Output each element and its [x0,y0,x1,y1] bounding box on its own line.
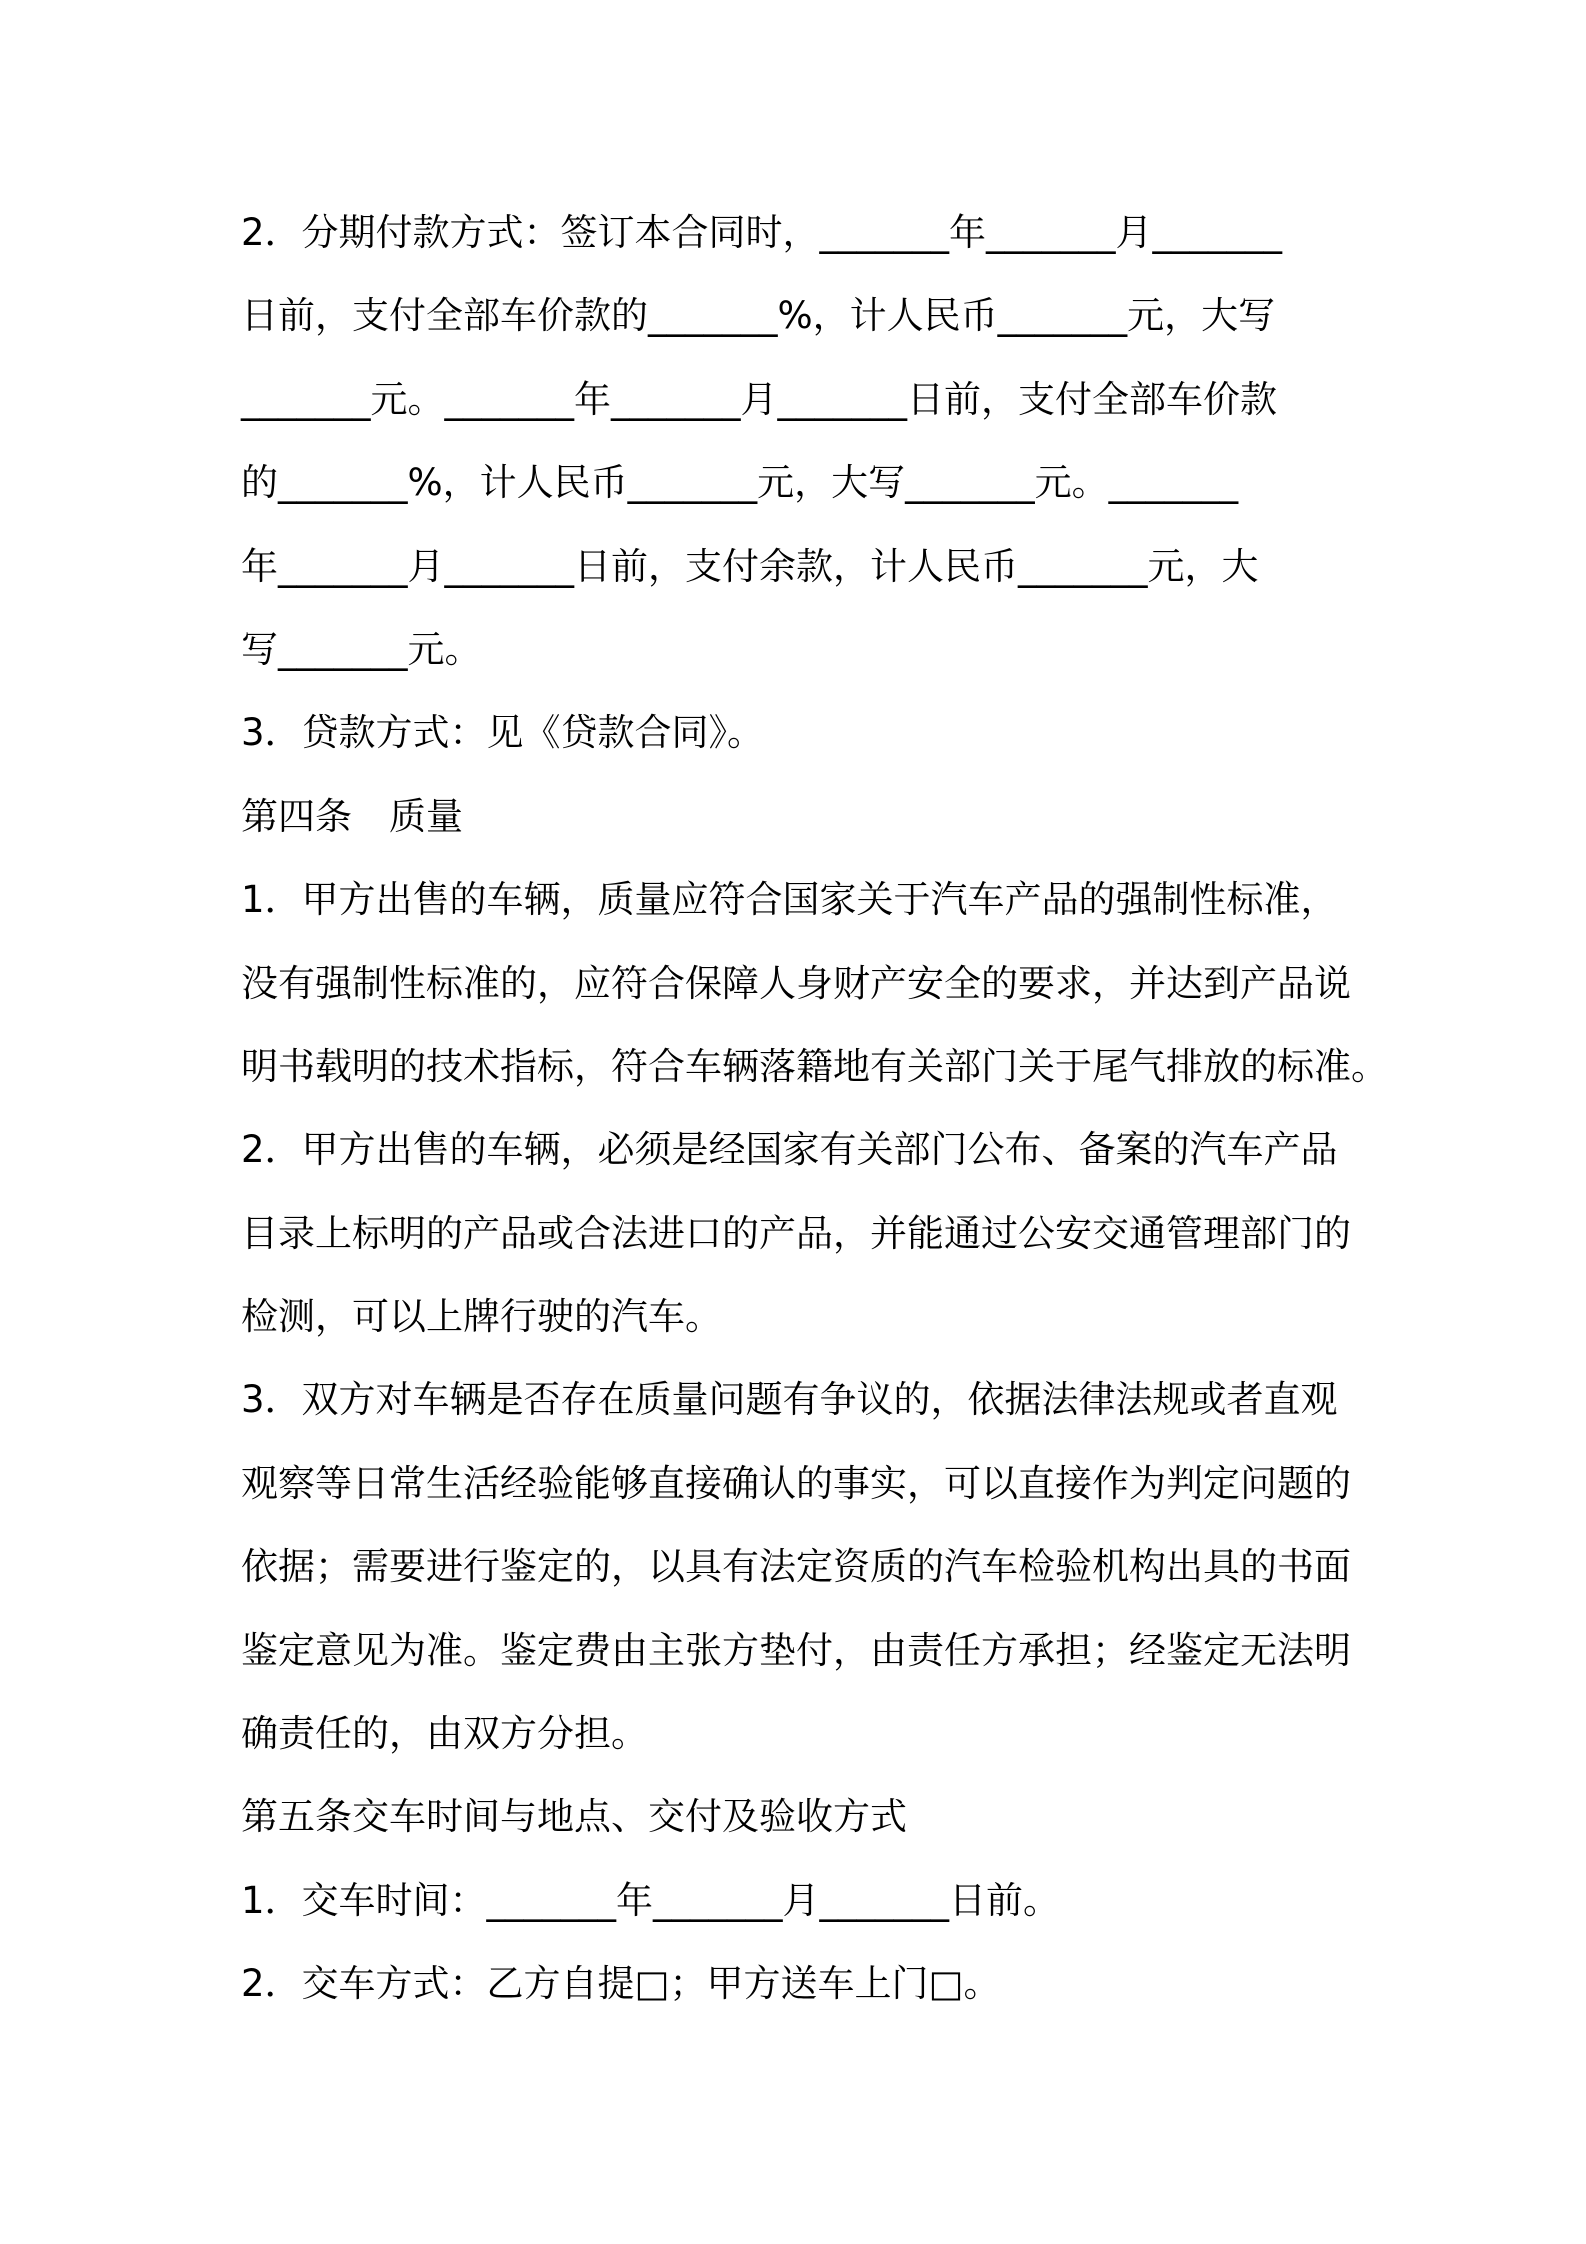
article-5-clause-2: 2．交车方式：乙方自提□；甲方送车上门□。 [241,1962,1001,2006]
paragraph-line: 观察等日常生活经验能够直接确认的事实，可以直接作为判定问题的 [241,1461,1351,1505]
article-5-clause-1: 1．交车时间：_______年_______月_______日前。 [241,1878,1061,1922]
paragraph-line: 的_______%，计人民币_______元，大写_______元。_______ [241,461,1239,505]
article-4-section [241,775,1541,1776]
article-5-section [241,1775,1541,2025]
paragraph-line: 目录上标明的产品或合法进口的产品，并能通过公安交通管理部门的 [241,1211,1351,1255]
paragraph-line: 依据；需要进行鉴定的，以具有法定资质的汽车检验机构出具的书面 [241,1545,1351,1589]
paragraph-line: 鉴定意见为准。鉴定费由主张方垫付，由责任方承担；经鉴定无法明 [241,1628,1351,1672]
paragraph-line: 2．分期付款方式：签订本合同时，_______年_______月_______ [241,211,1283,254]
loan-payment-paragraph: 3．贷款方式：见《贷款合同》。 [241,711,765,755]
paragraph-line: 3．双方对车辆是否存在质量问题有争议的，依据法律法规或者直观 [241,1378,1338,1422]
article-4-clause-1 [241,858,1541,1108]
paragraph-line: 2．甲方出售的车辆，必须是经国家有关部门公布、备案的汽车产品 [241,1128,1338,1172]
paragraph-line: 年_______月_______日前，支付余款，计人民币_______元，大 [241,544,1259,588]
paragraph-line: 没有强制性标准的，应符合保障人身财产安全的要求，并达到产品说 [241,961,1351,1005]
paragraph-line: 写_______元。 [241,627,482,671]
article-5-heading: 第五条交车时间与地点、交付及验收方式 [241,1795,907,1839]
paragraph-line: 明书载明的技术指标，符合车辆落籍地有关部门关于尾气排放的标准。 [241,1044,1388,1088]
installment-payment-paragraph [241,191,1541,691]
article-4-clause-2 [241,1108,1541,1358]
paragraph-line: _______元。_______年_______月_______日前，支付全部车价款 [241,377,1277,421]
article-4-heading: 第四条 质量 [241,794,463,838]
paragraph-line: 确责任的，由双方分担。 [241,1712,648,1756]
document-page [241,191,1541,2026]
paragraph-line: 1．甲方出售的车辆，质量应符合国家关于汽车产品的强制性标准， [241,878,1338,922]
article-4-clause-3 [241,1358,1541,1775]
paragraph-line: 检测，可以上牌行驶的汽车。 [241,1295,722,1339]
paragraph-line: 日前，支付全部车价款的_______%，计人民币_______元，大写 [241,294,1276,338]
